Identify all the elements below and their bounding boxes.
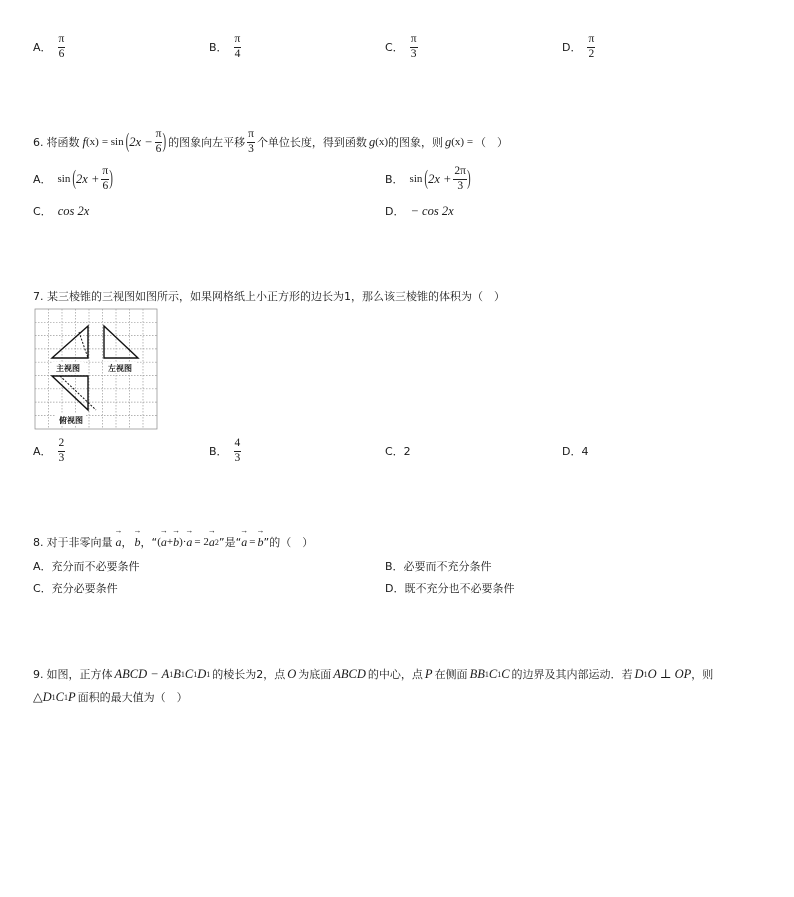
q6-option-c[interactable]: C． cos 2x: [33, 203, 90, 218]
q7-option-d[interactable]: D．4: [562, 445, 589, 458]
fraction: $\frac{\pi}{6}$: [58, 33, 65, 60]
q6-option-b[interactable]: B． sin ( 2x + $\frac{2\pi}{3}$ ): [385, 165, 471, 192]
left-view: [104, 326, 138, 358]
three-view-figure: [34, 308, 158, 430]
q7-stem: 7. 某三棱锥的三视图如图所示，如果网格纸上小正方形的边长为1，那么该三棱锥的体积为（ ）: [33, 290, 505, 303]
left-view-label: 左视图: [108, 364, 132, 373]
front-view-label: 主视图: [56, 364, 80, 373]
q7-option-c[interactable]: C．2: [385, 445, 411, 458]
q5-option-d[interactable]: [562, 34, 595, 60]
q8-option-a[interactable]: A．充分而不必要条件: [33, 560, 140, 573]
fraction: $\frac{\pi}{3}$: [248, 128, 254, 155]
q6-option-a[interactable]: A． sin ( 2x + $\frac{\pi}{6}$ ): [33, 165, 113, 192]
q8-option-d[interactable]: D．既不充分也不必要条件: [385, 582, 515, 595]
fraction: $\frac{\pi}{6}$: [155, 128, 162, 155]
option-label: A．: [33, 41, 52, 54]
q5-option-a[interactable]: [33, 34, 65, 60]
q7-option-b[interactable]: B． $\frac{4}{3}$: [209, 437, 241, 464]
q6-stem: 6. 将函数 f (x) = sin ( 2x − $\frac{\pi}{6}$ ) 的图象向左平移 $\frac{\pi}{3}$ 个单位长度，得到函数 g (x) 的图象，则 g (x) = （ ）: [33, 128, 509, 155]
top-view-label: 俯视图: [59, 416, 83, 425]
fraction: $\frac{2}{3}$: [58, 437, 65, 464]
q9-stem-line1: 9. 如图，正方体 ABCD − A 1 B 1 C 1 D 1 的棱长为2，点 O 为底面 ABCD 的中心，点 P 在侧面 BB 1 C 1 C 的边界及其内部运动．若 D 1 O ⊥ OP ，则: [33, 666, 714, 681]
q8-option-b[interactable]: B．必要而不充分条件: [385, 560, 492, 573]
fraction: $\frac{\pi}{3}$: [410, 33, 417, 60]
fraction: $\frac{4}{3}$: [234, 437, 241, 464]
q8-stem: 8. 对于非零向量 → a ， → b ，“ ( → a + → b )· → a = 2 → a 2 ”是“ → a = → b ”的（ ）: [33, 534, 313, 550]
option-label: C．: [385, 41, 404, 54]
option-label: D．: [562, 41, 582, 54]
q8-option-c[interactable]: C．充分必要条件: [33, 582, 118, 595]
q6-option-d[interactable]: D． − cos 2x: [385, 203, 454, 218]
q9-stem-line2: △D 1 C 1 P 面积的最大值为（ ）: [33, 689, 188, 704]
fraction: $\frac{\pi}{4}$: [234, 33, 241, 60]
fraction: $\frac{2\pi}{3}$: [454, 165, 466, 192]
option-label: B．: [209, 41, 228, 54]
top-view: [52, 376, 96, 410]
fraction: $\frac{\pi}{6}$: [102, 165, 109, 192]
front-view: [52, 326, 88, 358]
q5-option-b[interactable]: [209, 34, 241, 60]
q5-option-c[interactable]: [385, 34, 418, 60]
fraction: $\frac{\pi}{2}$: [588, 33, 595, 60]
q7-option-a[interactable]: A． $\frac{2}{3}$: [33, 437, 65, 464]
